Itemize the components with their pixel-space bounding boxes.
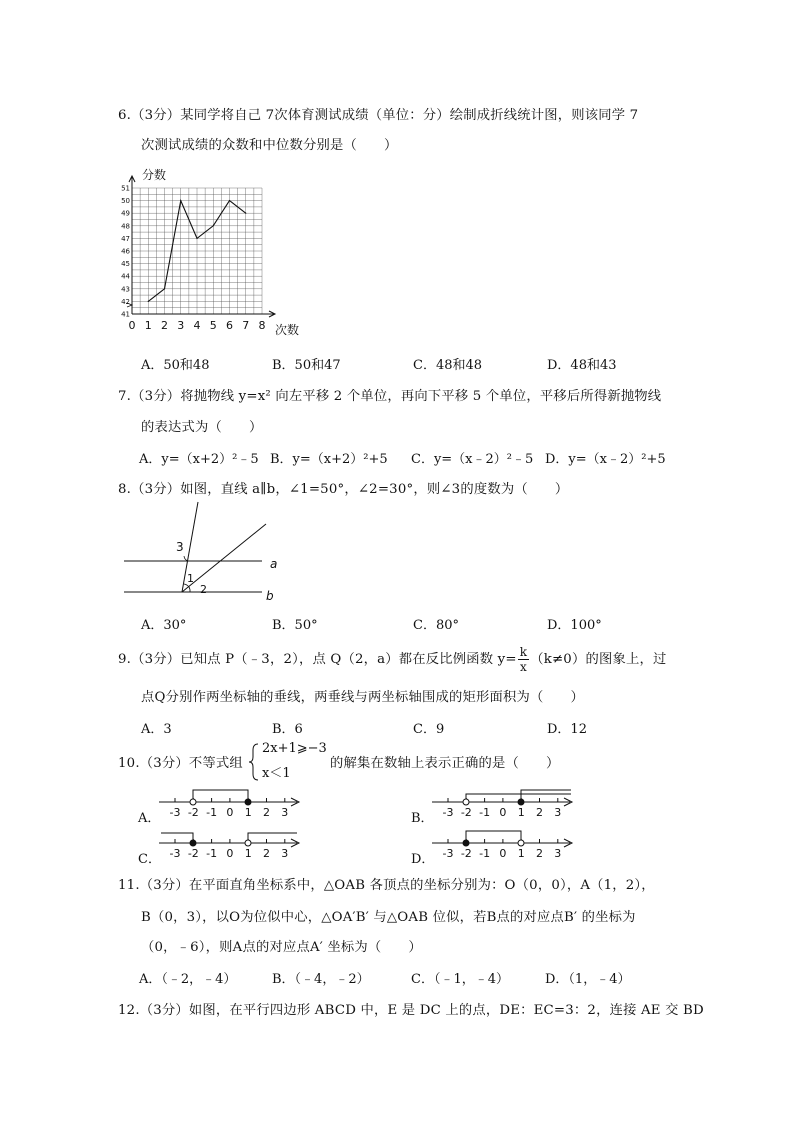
number-line-ticks xyxy=(170,798,289,819)
q7-option-a: A．y=（x+2）²﹣5 xyxy=(139,452,259,467)
chart-x-tick-label: 0 xyxy=(128,319,136,332)
chart-y-tick-label: 51 xyxy=(121,184,130,193)
angle-1-label: 1 xyxy=(187,572,194,585)
number-line-tick-label: -3 xyxy=(442,847,454,860)
chart-y-tick-label: 45 xyxy=(121,260,130,269)
number-line-tick-label: -1 xyxy=(479,847,491,860)
number-line-ticks xyxy=(443,798,562,819)
q9-line2: 点Q分别作两坐标轴的垂线，两垂线与两坐标轴围成的矩形面积为（ ） xyxy=(141,690,585,705)
number-line-tick-label: -2 xyxy=(460,806,472,819)
q9-option-d: D．12 xyxy=(547,722,587,737)
chart-y-tick-label: 43 xyxy=(121,285,130,294)
angle-3-label: 3 xyxy=(176,540,184,554)
q9-fraction xyxy=(518,646,529,673)
q10-inequality-2: x＜1 xyxy=(262,766,291,781)
number-line-tick-label: -1 xyxy=(479,806,491,819)
q7-option-d: D．y=（x﹣2）²+5 xyxy=(545,452,666,467)
chart-x-tick-label: 6 xyxy=(226,319,233,332)
q6-option-a: A．50和48 xyxy=(141,358,210,373)
closed-point xyxy=(245,799,251,805)
number-line-tick-label: -3 xyxy=(442,806,454,819)
number-line-tick-label: -3 xyxy=(169,847,181,860)
number-line-tick-label: 1 xyxy=(517,847,525,860)
q7-line2: 的表达式为（ ） xyxy=(141,420,263,435)
number-line-tick-label: 2 xyxy=(263,847,270,860)
q10-option-c-letter: C． xyxy=(138,852,161,867)
chart-y-tick-label: 48 xyxy=(121,222,130,231)
chart-grid xyxy=(132,188,262,314)
q6-option-b: B．50和47 xyxy=(272,358,341,373)
chart-y-tick-label: 41 xyxy=(121,310,130,319)
q6-option-c: C．48和48 xyxy=(413,358,483,373)
number-line-tick-label: -3 xyxy=(169,806,181,819)
solution-bracket xyxy=(466,831,521,843)
q7-option-c: C．y=（x﹣2）²﹣5 xyxy=(411,452,534,467)
q9-line1 xyxy=(118,646,666,673)
chart-x-label: 次数 xyxy=(275,323,300,337)
ray-right-2 xyxy=(521,790,571,802)
number-line-tick-label: 2 xyxy=(536,847,543,860)
line-b-label: b xyxy=(266,589,274,603)
slanted-line xyxy=(182,524,266,592)
q9-option-c: C．9 xyxy=(413,722,445,737)
number-line-tick-label: 0 xyxy=(499,806,507,819)
q10-option-a-letter: A． xyxy=(138,811,161,826)
q8-option-d: D．100° xyxy=(547,618,602,633)
solution-bracket xyxy=(193,790,248,802)
number-line-tick-label: 3 xyxy=(281,847,289,860)
q11-option-a: A．（﹣2，﹣4） xyxy=(139,972,237,987)
open-point xyxy=(190,799,196,805)
number-line-tick-label: 0 xyxy=(226,806,234,819)
chart-y-tick-label: 50 xyxy=(121,197,130,206)
number-line-tick-label: 1 xyxy=(244,806,252,819)
q9-post: （k≠0）的图象上，过 xyxy=(530,652,667,667)
open-point xyxy=(463,799,469,805)
q10-number-line-a xyxy=(155,786,305,822)
number-line-tick-label: 2 xyxy=(536,806,543,819)
q6-line2: 次测试成绩的众数和中位数分别是（ ） xyxy=(141,138,398,153)
chart-y-tick-label: 46 xyxy=(121,247,130,256)
q12-line1: 12.（3分）如图，在平行四边形 ABCD 中，E 是 DC 上的点，DE：EC=3：2，连接 AE 交 BD xyxy=(118,1003,704,1018)
chart-x-tick-label: 8 xyxy=(258,319,266,332)
chart-x-tick-label: 4 xyxy=(193,319,201,332)
number-line-tick-label: 0 xyxy=(499,847,507,860)
q6-option-d: D．48和43 xyxy=(547,358,617,373)
line-a-label: a xyxy=(270,557,278,571)
number-line-tick-label: 2 xyxy=(263,806,270,819)
ray-left xyxy=(161,833,193,843)
chart-y-tick-label: 44 xyxy=(121,272,130,281)
q11-option-c: C．（﹣1，﹣4） xyxy=(411,972,509,987)
number-line-tick-label: 0 xyxy=(226,847,234,860)
q7-line1: 7.（3分）将抛物线 y=x² 向左平移 2 个单位，再向下平移 5 个单位，平移后所得新抛物线 xyxy=(118,389,662,404)
closed-point xyxy=(463,840,469,846)
chart-x-tick-label: 5 xyxy=(209,319,217,332)
number-line-tick-label: 1 xyxy=(517,806,525,819)
open-point xyxy=(518,840,524,846)
number-line-tick-label: -2 xyxy=(187,806,199,819)
number-line-tick-label: 3 xyxy=(554,806,562,819)
q8-parallel-lines-figure xyxy=(118,500,288,608)
q7-option-b: B．y=（x+2）²+5 xyxy=(270,452,388,467)
chart-y-label: 分数 xyxy=(142,168,167,182)
q10-post: 的解集在数轴上表示正确的是（ ） xyxy=(330,756,560,771)
q10-number-line-d xyxy=(428,827,578,863)
ray-right xyxy=(248,833,297,843)
chart-x-tick-label: 2 xyxy=(161,319,168,332)
number-line-tick-label: -2 xyxy=(460,847,472,860)
q9-option-a: A．3 xyxy=(141,722,172,737)
q6-line1: 6.（3分）某同学将自己 7次体育测试成绩（单位：分）绘制成折线统计图，则该同学 7 xyxy=(118,108,639,123)
q11-option-b: B．（﹣4，﹣2） xyxy=(272,972,370,987)
open-point xyxy=(245,840,251,846)
q6-line-chart xyxy=(118,160,318,340)
q10-brace xyxy=(248,742,260,782)
q11-line3: （0，﹣6），则A点的对应点A′ 坐标为（ ） xyxy=(141,940,422,955)
number-line-tick-label: -1 xyxy=(206,806,218,819)
number-line-tick-label: -2 xyxy=(187,847,199,860)
number-line-tick-label: 3 xyxy=(281,806,289,819)
q10-option-b-letter: B． xyxy=(411,811,434,826)
q8-option-c: C．80° xyxy=(413,618,459,633)
number-line-tick-label: 1 xyxy=(244,847,252,860)
q8-line1: 8.（3分）如图，直线 a∥b，∠1=50°，∠2=30°，则∠3的度数为（ ） xyxy=(118,482,569,497)
q9-pre: 9.（3分）已知点 P（﹣3，2），点 Q（2，a）都在反比例函数 y= xyxy=(118,652,517,667)
closed-point xyxy=(518,799,524,805)
q10-number-line-b xyxy=(428,786,578,822)
chart-y-tick-label: 42 xyxy=(121,297,130,306)
chart-x-tick-label: 3 xyxy=(177,319,185,332)
q11-line2: B（0，3），以O为位似中心，△OA′B′ 与△OAB 位似，若B点的对应点B′ 的坐标为 xyxy=(141,910,636,925)
q9-option-b: B．6 xyxy=(272,722,303,737)
chart-x-ticks xyxy=(129,319,266,332)
q10-pre: 10.（3分）不等式组 xyxy=(118,756,243,771)
chart-y-tick-label: 49 xyxy=(121,209,130,218)
angle-2-arc xyxy=(189,587,190,592)
q8-option-b: B．50° xyxy=(272,618,318,633)
chart-y-tick-label: 47 xyxy=(121,234,130,243)
q10-number-line-c xyxy=(155,827,305,863)
angle-2-label: 2 xyxy=(200,583,207,596)
number-line-ticks xyxy=(170,839,289,860)
q10-inequality-1: 2x+1⩾−3 xyxy=(262,741,327,756)
q9-frac-den: x xyxy=(519,660,527,674)
chart-y-ticks xyxy=(121,185,130,319)
q8-option-a: A．30° xyxy=(141,618,187,633)
chart-x-tick-label: 1 xyxy=(144,319,152,332)
chart-axes xyxy=(127,176,275,317)
q11-line1: 11.（3分）在平面直角坐标系中，△OAB 各顶点的坐标分别为：O（0，0），A（1，2）， xyxy=(118,878,655,893)
q10-option-d-letter: D． xyxy=(411,852,435,867)
q11-option-d: D．（1，﹣4） xyxy=(545,972,631,987)
number-line-ticks xyxy=(443,839,562,860)
closed-point xyxy=(190,840,196,846)
q9-frac-num: k xyxy=(519,645,528,659)
number-line-tick-label: 3 xyxy=(554,847,562,860)
number-line-tick-label: -1 xyxy=(206,847,218,860)
chart-x-tick-label: 7 xyxy=(242,319,250,332)
